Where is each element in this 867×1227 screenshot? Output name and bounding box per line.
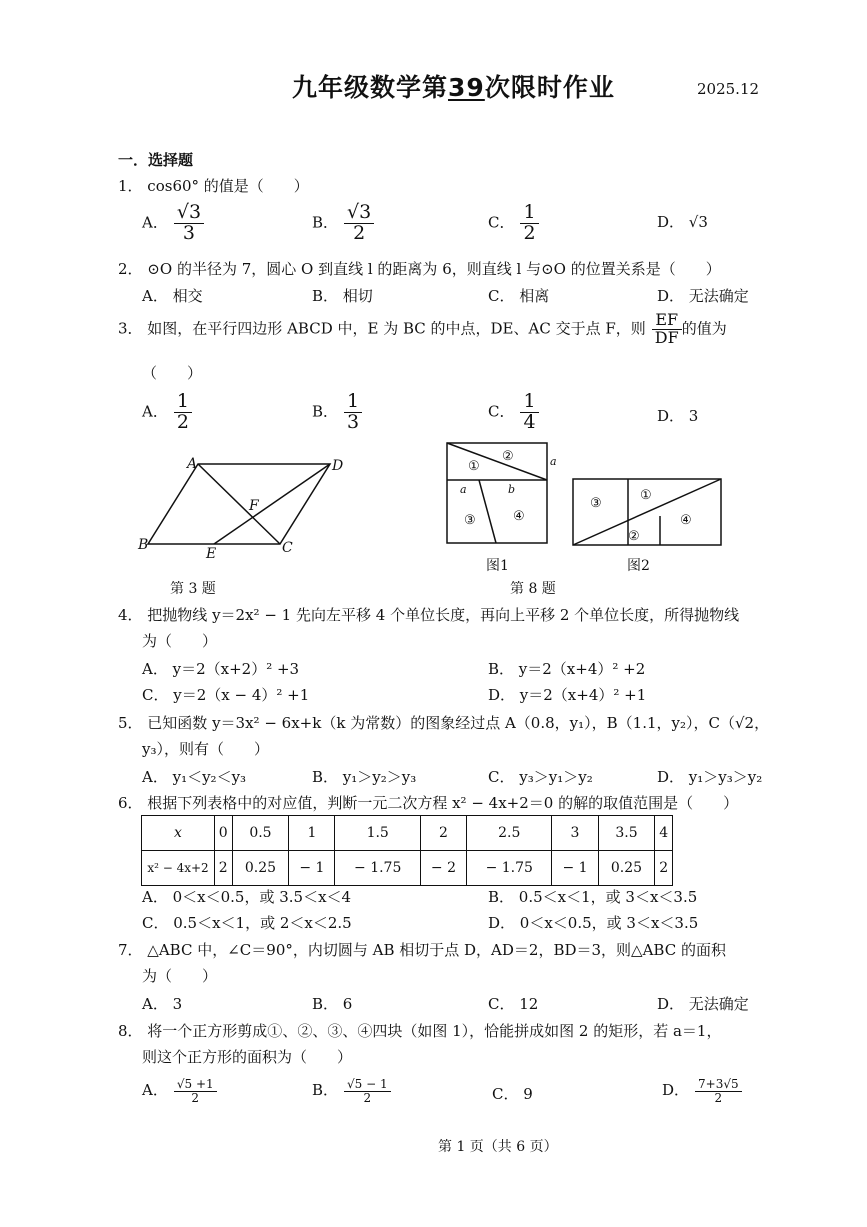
q2-option-a[interactable]: A． 相交: [142, 287, 203, 305]
q1-option-c[interactable]: C． $\frac{1}{2}$: [488, 203, 539, 244]
table-row-fx: [142, 851, 673, 886]
q4-option-c[interactable]: C． y＝2（x − 4）² +1: [142, 686, 310, 704]
table-cell: 0.5: [232, 816, 289, 851]
q8-option-a[interactable]: A． $\frac{√5 +1}{2}$: [142, 1078, 217, 1104]
q5-stem-line1: 5． 已知函数 y＝3x² − 6x+k（k 为常数）的图象经过点 A（0.8，y₁），B（1.1，y₂），C（√2，: [118, 714, 770, 732]
q3-b-fraction: $\frac{1}{3}$: [344, 392, 362, 433]
q5-option-b[interactable]: B． y₁＞y₂＞y₃: [312, 768, 417, 786]
table-row-x: [142, 816, 673, 851]
q6-option-c[interactable]: C． 0.5＜x＜1，或 2＜x＜2.5: [142, 914, 352, 932]
q7-stem-line1: 7． △ABC 中，∠C＝90°，内切圆与 AB 相切于点 D，AD＝2，BD＝3，则△ABC 的面积: [118, 941, 726, 959]
q1-option-a[interactable]: A． $\frac{√3}{3}$: [142, 203, 204, 244]
fig2-piece-2: ②: [628, 529, 640, 544]
table-cell: 2: [215, 851, 233, 886]
q8-figure-1-caption: 图1: [486, 558, 509, 574]
q6-option-b[interactable]: B． 0.5＜x＜1，或 3＜x＜3.5: [488, 888, 698, 906]
fig3-label-c: C: [282, 540, 293, 556]
q6-option-a[interactable]: A． 0＜x＜0.5，或 3.5＜x＜4: [142, 888, 352, 906]
fig3-label-b: B: [138, 537, 149, 553]
q8-figure-2: [570, 476, 726, 552]
section-heading: 一．选择题: [118, 151, 194, 169]
table-cell: 0: [215, 816, 233, 851]
fig3-label-e: E: [206, 546, 217, 562]
q3-paren: （ ）: [142, 364, 203, 382]
q4-stem-line2: 为（ ）: [142, 632, 218, 650]
q3-option-c[interactable]: C． $\frac{1}{4}$: [488, 392, 539, 433]
q6-value-table: [141, 815, 673, 886]
q8-option-c[interactable]: C． 9: [492, 1085, 533, 1103]
q1-b-fraction: $\frac{√3}{2}$: [344, 203, 374, 244]
table-cell: 1.5: [335, 816, 420, 851]
q3-parallelogram-figure: [135, 452, 355, 564]
table-cell: 0.25: [232, 851, 289, 886]
q3-option-d[interactable]: D． 3: [657, 407, 699, 425]
date: 2025.12: [697, 80, 760, 98]
fig1-piece-1: ①: [468, 459, 480, 474]
table-cell: − 1: [289, 851, 335, 886]
fig3-label-a: A: [187, 456, 198, 472]
table-cell: 2: [655, 851, 673, 886]
q2-stem: 2． ⊙O 的半径为 7，圆心 O 到直线 l 的距离为 6，则直线 l 与⊙O 的位置关系是（ ）: [118, 260, 721, 278]
fig2-piece-1: ①: [640, 488, 652, 503]
q3-ratio-fraction: $\frac{EF}{DF}$: [652, 312, 682, 347]
q8-option-b[interactable]: B． $\frac{√5 - 1}{2}$: [312, 1078, 391, 1104]
q8-option-d[interactable]: D． $\frac{7+3√5}{2}$: [662, 1078, 742, 1104]
page-title: [292, 68, 615, 104]
q8-figure-caption: 第 8 题: [510, 581, 556, 597]
fig1-piece-4: ④: [513, 509, 525, 524]
q4-option-d[interactable]: D． y＝2（x+4）² +1: [488, 686, 647, 704]
fig3-label-d: D: [332, 458, 344, 474]
q5-option-c[interactable]: C． y₃＞y₁＞y₂: [488, 768, 593, 786]
q8-b-fraction: $\frac{√5 - 1}{2}$: [344, 1078, 391, 1104]
q8-stem-line1: 8． 将一个正方形剪成①、②、③、④四块（如图 1），恰能拼成如图 2 的矩形，若 a＝1，: [118, 1022, 722, 1040]
title-suffix: 次限时作业: [484, 73, 615, 102]
page-footer: 第 1 页（共 6 页）: [438, 1139, 558, 1155]
q3-option-a[interactable]: A． $\frac{1}{2}$: [142, 392, 192, 433]
q3-a-fraction: $\frac{1}{2}$: [174, 392, 192, 433]
q7-stem-line2: 为（ ）: [142, 967, 218, 985]
table-cell: 2: [420, 816, 466, 851]
table-cell: 3.5: [598, 816, 655, 851]
q1-option-d[interactable]: D． √3: [657, 213, 708, 231]
table-cell: 0.25: [598, 851, 655, 886]
fig1-piece-2: ②: [502, 449, 514, 464]
q2-option-d[interactable]: D． 无法确定: [657, 287, 749, 305]
q2-option-b[interactable]: B． 相切: [312, 287, 373, 305]
fig1-side-a-right: a: [550, 455, 557, 468]
table-cell: 3: [552, 816, 598, 851]
fig3-label-f: F: [249, 498, 259, 514]
q6-stem: 6． 根据下列表格中的对应值，判断一元二次方程 x² − 4x+2＝0 的解的取值范围是（ ）: [118, 794, 739, 812]
q1-option-b[interactable]: B． $\frac{√3}{2}$: [312, 203, 374, 244]
q3-figure-caption: 第 3 题: [170, 581, 216, 597]
fig1-piece-3: ③: [464, 513, 476, 528]
q7-option-d[interactable]: D． 无法确定: [657, 995, 749, 1013]
fig1-side-a-left: a: [460, 483, 467, 496]
table-cell: − 1: [552, 851, 598, 886]
table-cell: 1: [289, 816, 335, 851]
q7-option-c[interactable]: C． 12: [488, 995, 539, 1013]
q6-option-d[interactable]: D． 0＜x＜0.5，或 3＜x＜3.5: [488, 914, 699, 932]
q5-option-d[interactable]: D． y₁＞y₃＞y₂: [657, 768, 763, 786]
q1-stem: 1． cos60° 的值是（ ）: [118, 177, 309, 195]
q8-figure-2-caption: 图2: [627, 558, 650, 574]
q3-option-b[interactable]: B． $\frac{1}{3}$: [312, 392, 362, 433]
q2-option-c[interactable]: C． 相离: [488, 287, 550, 305]
table-cell: 2.5: [467, 816, 552, 851]
table-cell: 4: [655, 816, 673, 851]
q8-stem-line2: 则这个正方形的面积为（ ）: [142, 1048, 353, 1066]
q4-option-a[interactable]: A． y＝2（x+2）² +3: [142, 660, 300, 678]
q3-c-fraction: $\frac{1}{4}$: [520, 392, 538, 433]
q7-option-b[interactable]: B． 6: [312, 995, 353, 1013]
table-cell: − 1.75: [335, 851, 420, 886]
fig2-piece-4: ④: [680, 513, 692, 528]
q3-stem: 3． 如图，在平行四边形 ABCD 中，E 为 BC 的中点，DE、AC 交于点 F，则 $\frac{EF}{DF}$ 的值为: [118, 310, 727, 347]
q5-stem-line2: y₃），则有（ ）: [142, 740, 269, 758]
table-cell: − 2: [420, 851, 466, 886]
title-number: 39: [448, 73, 485, 102]
table-header-x: x: [142, 816, 215, 851]
fig2-piece-3: ③: [590, 496, 602, 511]
q7-option-a[interactable]: A． 3: [142, 995, 183, 1013]
q1-c-fraction: $\frac{1}{2}$: [520, 203, 538, 244]
q5-option-a[interactable]: A． y₁＜y₂＜y₃: [142, 768, 247, 786]
q1-a-fraction: $\frac{√3}{3}$: [174, 203, 204, 244]
table-cell: − 1.75: [467, 851, 552, 886]
q4-option-b[interactable]: B． y＝2（x+4）² +2: [488, 660, 646, 678]
q8-d-fraction: $\frac{7+3√5}{2}$: [695, 1078, 742, 1104]
fig1-side-b: b: [508, 483, 516, 496]
table-header-expression: x² − 4x+2: [142, 851, 215, 886]
q4-stem-line1: 4． 把抛物线 y＝2x² − 1 先向左平移 4 个单位长度，再向上平移 2 个单位长度，所得抛物线: [118, 606, 740, 624]
q8-figure-1: [444, 440, 562, 552]
q8-a-fraction: $\frac{√5 +1}{2}$: [174, 1078, 217, 1104]
title-prefix: 九年级数学第: [292, 73, 449, 102]
